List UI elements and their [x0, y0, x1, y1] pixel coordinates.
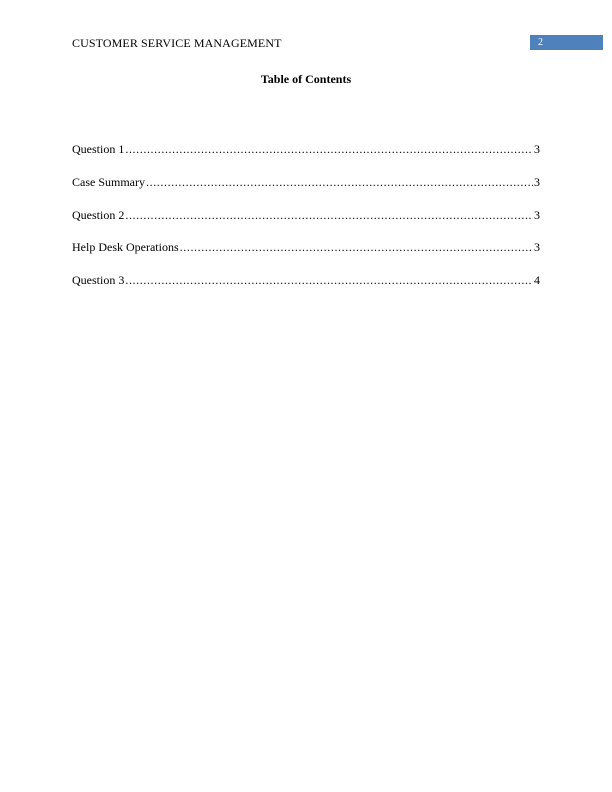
toc-dot-leader [180, 240, 533, 254]
toc-list [72, 142, 540, 306]
toc-dot-leader [125, 142, 533, 156]
page-number: 2 [538, 37, 543, 48]
toc-dot-leader [125, 208, 533, 222]
toc-entry-label: Question 2 [72, 207, 125, 222]
toc-entry-label: Help Desk Operations [72, 240, 179, 255]
page-number-badge [530, 35, 603, 50]
toc-entry-label: Question 1 [72, 142, 125, 156]
toc-entry-question-2[interactable] [72, 208, 540, 222]
toc-entry-help-desk-operations[interactable] [72, 240, 540, 254]
toc-title: Table of Contents [260, 72, 352, 86]
toc-entry-page: 4 [534, 273, 540, 288]
toc-entry-page: 3 [534, 240, 540, 255]
toc-entry-case-summary[interactable] [72, 175, 540, 189]
toc-entry-label: Question 3 [72, 273, 125, 288]
toc-entry-page: 3 [534, 207, 540, 222]
toc-dot-leader [146, 175, 533, 189]
toc-dot-leader [125, 273, 533, 287]
toc-entry-page: 3 [534, 142, 540, 156]
toc-entry-label: Case Summary [72, 174, 145, 189]
running-head: CUSTOMER SERVICE MANAGEMENT [72, 36, 282, 50]
toc-entry-question-3[interactable] [72, 273, 540, 287]
toc-entry-page: 3 [534, 174, 540, 189]
toc-entry-question-1[interactable] [72, 142, 540, 156]
